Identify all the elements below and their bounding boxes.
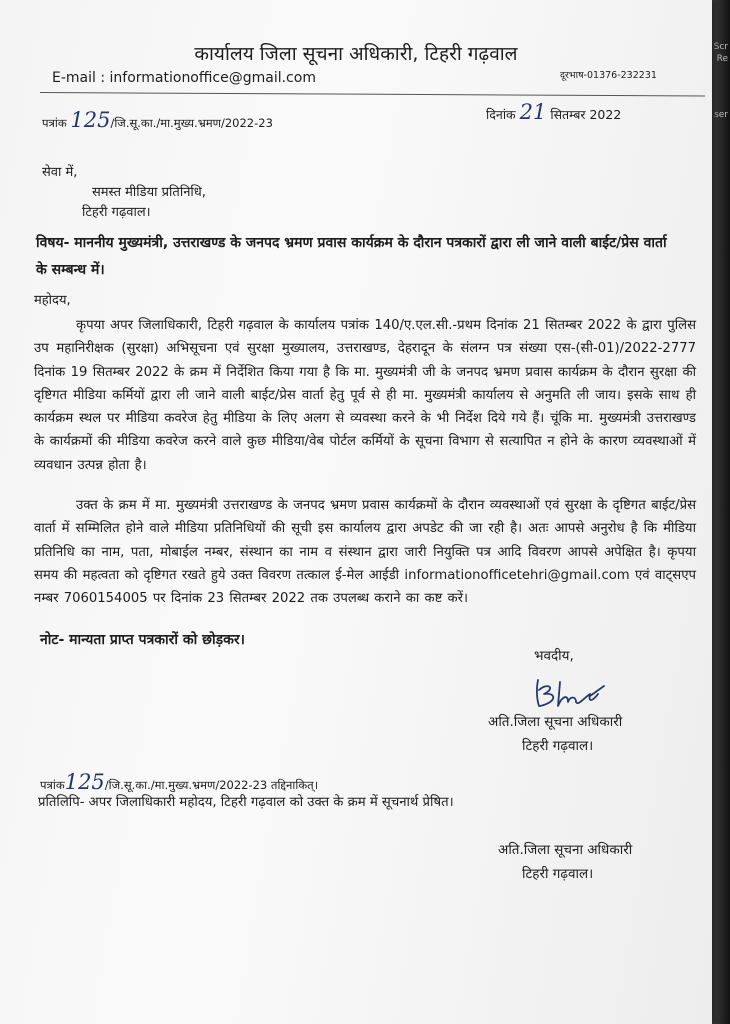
body-paragraph-2: उक्त के क्रम में मा. मुख्यमंत्री उत्तराखण्ड के जनपद भ्रमण प्रवास कार्यक्रमों के दौरान व्यवस्थाओं एवं सुरक्षा के दृष्टिगत बाईट/प्रेस वार्ता में सम्मिलित होने वाले मीडिया प्रतिनिधियों की सूची इस कार्यालय द्वारा अपडेट की जा रही है। अतः आपसे अनुरोध है कि मीडिया प्रतिनिधि का नाम, पता, मोबाईल नम्बर, संस्थान का नाम व संस्थान द्वारा जारी नियुक्ति पत्र आदि विवरण आपसे अपेक्षित है। कृपया समय की महत्वता को दृष्टिगत रखते हुये उक्त विवरण तत्काल ई-मेल आईडी informationofficetehri@gmail.com एवं वाट्सएप नम्बर 7060154005 पर दिनांक 23 सितम्बर 2022 तक उपलब्ध कराने का कष्ट करें। (34, 498, 696, 607)
date-label: दिनांक (486, 107, 516, 122)
closing: भवदीय, (534, 648, 574, 664)
letter-date (486, 100, 621, 124)
reference-prefix: पत्रांक (42, 116, 67, 130)
date-day: 21 (519, 100, 547, 124)
signatory2-designation: अति.जिला सूचना अधिकारी (498, 842, 633, 858)
copy-to-line: प्रतिलिपि- अपर जिलाधिकारी महोदय, टिहरी गढ़वाल को उक्त के क्रम में सूचनार्थ प्रेषित। (38, 795, 454, 810)
reference-number: 125 (70, 108, 111, 132)
signatory2-location: टिहरी गढ़वाल। (522, 866, 594, 882)
reference-suffix: /जि.सू.का./मा.मुख्य.भ्रमण/2022-23 (110, 116, 273, 130)
date-rest: सितम्बर 2022 (550, 107, 622, 122)
body-paragraph-1: कृपया अपर जिलाधिकारी, टिहरी गढ़वाल के कार्यालय पत्रांक 140/ए.एल.सी.-प्रथम दिनांक 21 सितम्बर 2022 के द्वारा पुलिस उप महानिरीक्षक (सुरक्षा) अभिसूचना एवं सुरक्षा मुख्यालय, उत्तराखण्ड, देहरादून के संलग्न पत्र संख्या एस-(सी-01)/2022-2777 दिनांक 19 सितम्बर 2022 के क्रम में निर्देशित किया गया है कि मा. मुख्यमंत्री जी के जनपद भ्रमण प्रवास कार्यक्रम के दौरान सुरक्षा की दृष्टिगत मीडिया कर्मियों द्वारा ली जाने वाली बाईट/प्रेस वार्ता हेतु पूर्व से ही मा. मुख्यमंत्री कार्यालय से अनुमति ली जाय। इसके साथ ही कार्यक्रम स्थल पर मीडिया कवरेज हेतु मीडिया के लिए अलग से व्यवस्था करने के भी निर्देश दिये गये हैं। चूंकि मा. मुख्यमंत्री उत्तराखण्ड के कार्यक्रमों की मीडिया कवरेज करने वाले कुछ मीडिया/वेब पोर्टल कर्मियों के सूचना विभाग से सत्यापित न होने के कारण व्यवस्थाओं में व्यवधान उत्पन्न होता है। (34, 318, 696, 473)
copy-reference-number: 125 (64, 770, 105, 794)
signatory-location: टिहरी गढ़वाल। (522, 738, 594, 754)
edge-text-1: Scr (713, 42, 728, 52)
signatory-designation: अति.जिला सूचना अधिकारी (488, 714, 623, 730)
addressee-line1: समस्त मीडिया प्रतिनिधि, (92, 185, 206, 200)
edge-text-2: Re (716, 54, 728, 64)
letterhead-title: कार्यालय जिला सूचना अधिकारी, टिहरी गढ़वाल (194, 43, 518, 65)
letter-subject: विषय- माननीय मुख्यमंत्री, उत्तराखण्ड के जनपद भ्रमण प्रवास कार्यक्रम के दौरान पत्रकारों द्वारा ली जाने वाली बाईट/प्रेस वार्ता के सम्बन्ध में। (36, 235, 667, 278)
greeting: महोदय, (34, 293, 71, 308)
addressee-line2: टिहरी गढ़वाल। (82, 205, 151, 220)
reference-line (42, 108, 273, 132)
letterhead-phone: दूरभाष-01376-232231 (560, 70, 657, 81)
note: नोट- मान्यता प्राप्त पत्रकारों को छोड़कर। (40, 632, 245, 648)
header-divider (40, 92, 705, 96)
copy-reference-suffix: /जि.सू.का./मा.मुख्य.भ्रमण/2022-23 तद्दिनाकित्। (104, 778, 319, 792)
addressee-salutation: सेवा में, (42, 165, 78, 180)
copy-reference-line (40, 770, 318, 794)
edge-text-3: ser (714, 110, 728, 120)
letterhead-email: E-mail : informationoffice@gmail.com (52, 70, 316, 86)
signature-image (532, 672, 622, 712)
copy-reference-prefix: पत्रांक (40, 778, 65, 792)
